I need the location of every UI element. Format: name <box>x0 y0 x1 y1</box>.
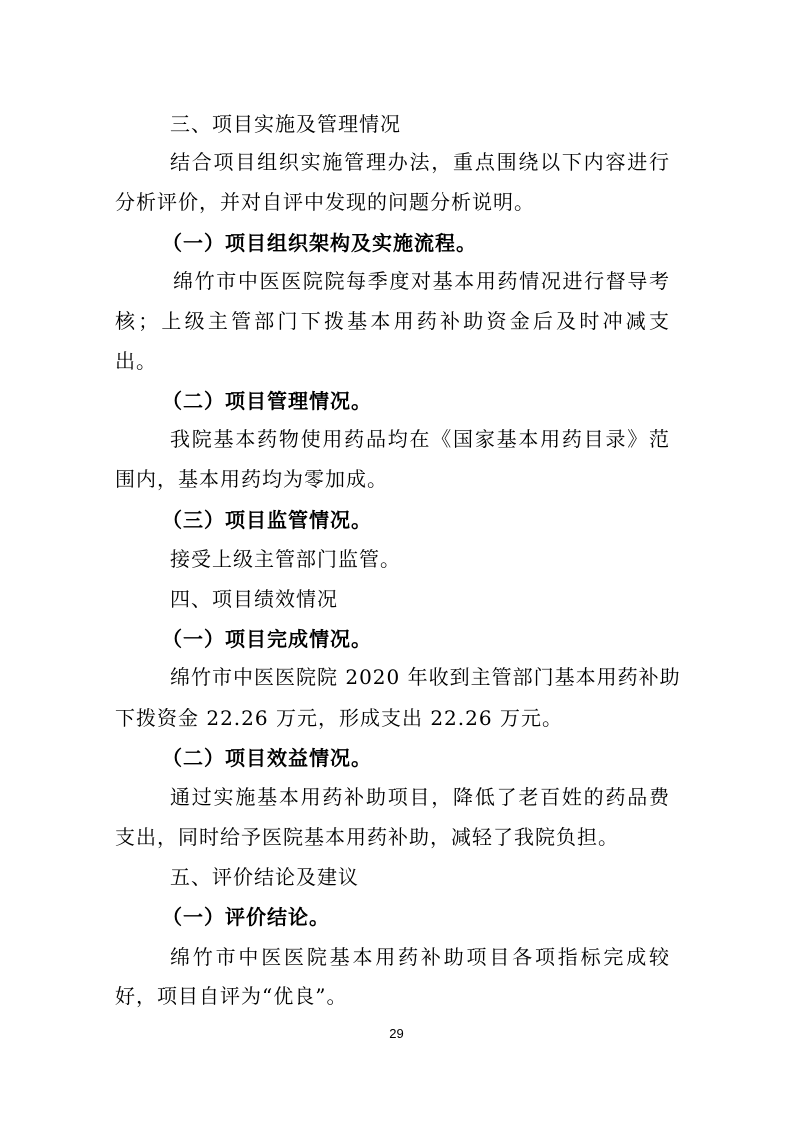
subheading-5-1: （一）评价结论。 <box>162 905 330 929</box>
subheading-4-1: （一）项目完成情况。 <box>162 627 372 651</box>
section-5-1-body-line-2: 好，项目自评为“优良”。 <box>115 984 348 1008</box>
section-3-intro-line-1: 结合项目组织实施管理办法，重点围绕以下内容进行 <box>170 150 670 174</box>
section-3-1-body-line-1: 绵竹市中医医院院每季度对基本用药情况进行督导考 <box>173 269 670 293</box>
page-number: 29 <box>389 1026 404 1041</box>
subheading-3-1: （一）项目组织架构及实施流程。 <box>162 231 477 255</box>
subheading-3-3: （三）项目监管情况。 <box>162 508 372 532</box>
section-title-3: 三、项目实施及管理情况 <box>170 112 401 136</box>
subheading-3-2: （二）项目管理情况。 <box>162 389 372 413</box>
section-4-2-body-line-2: 支出，同时给予医院基本用药补助，减轻了我院负担。 <box>115 825 619 849</box>
section-3-2-body-line-2: 围内，基本用药均为零加成。 <box>115 467 388 491</box>
section-4-1-body-line-2: 下拨资金 22.26 万元，形成支出 22.26 万元。 <box>115 706 563 730</box>
section-4-1-body-line-1: 绵竹市中医医院院 2020 年收到主管部门基本用药补助 <box>170 665 681 689</box>
section-5-1-body-line-1: 绵竹市中医医院基本用药补助项目各项指标完成较 <box>170 945 670 969</box>
section-title-4: 四、项目绩效情况 <box>170 587 338 611</box>
subheading-4-2: （二）项目效益情况。 <box>162 746 372 770</box>
section-4-2-body-line-1: 通过实施基本用药补助项目，降低了老百姓的药品费 <box>170 785 670 809</box>
section-3-2-body-line-1: 我院基本药物使用药品均在《国家基本用药目录》范 <box>170 427 670 451</box>
section-3-1-body-line-2: 核；上级主管部门下拨基本用药补助资金后及时冲减支 <box>115 309 670 333</box>
section-3-1-body-line-3: 出。 <box>115 349 157 373</box>
section-3-intro-line-2: 分析评价，并对自评中发现的问题分析说明。 <box>115 190 535 214</box>
section-3-3-body-line-1: 接受上级主管部门监管。 <box>170 547 401 571</box>
section-title-5: 五、评价结论及建议 <box>170 865 359 889</box>
